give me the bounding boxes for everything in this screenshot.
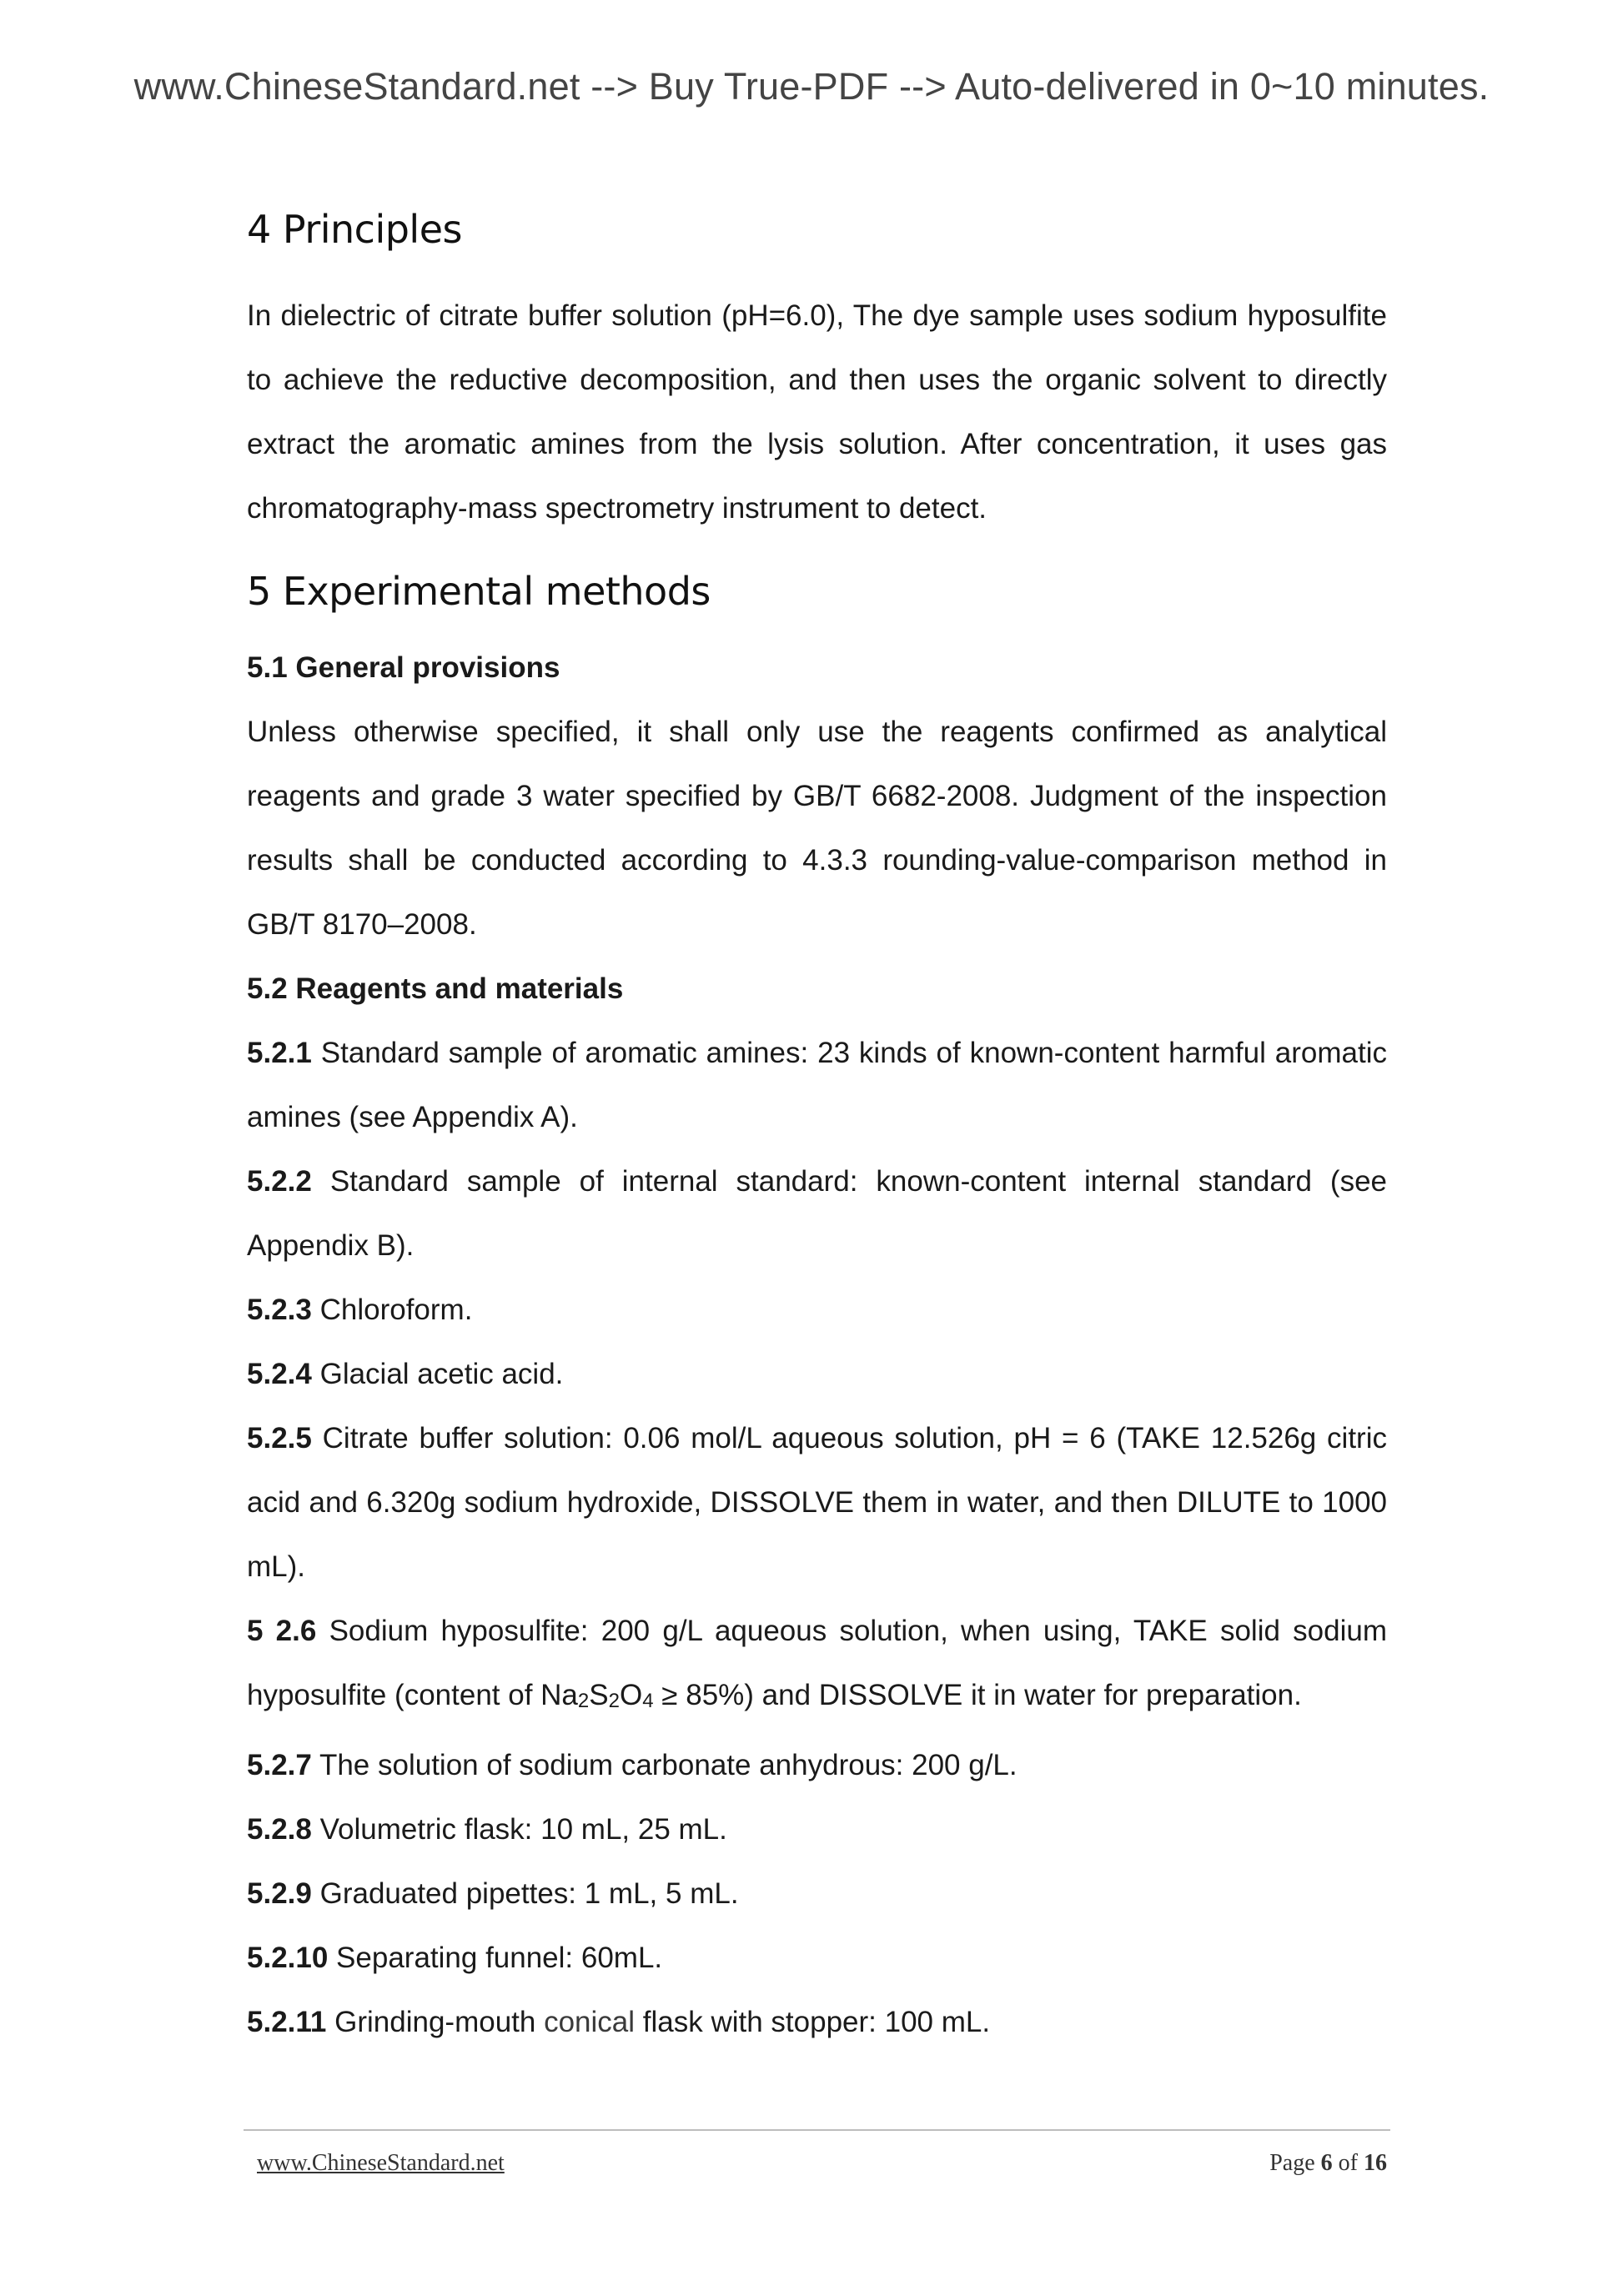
item-5-2-3 <box>247 1278 1387 1342</box>
item-number: 5.2.8 <box>247 1813 312 1846</box>
item-5-2-5 <box>247 1406 1387 1599</box>
item-text: Standard sample of internal standard: known-content internal standard (see Appendix B). <box>247 1165 1387 1262</box>
item-text: Citrate buffer solution: 0.06 mol/L aqueous solution, pH = 6 (TAKE 12.526g citric acid and 6.320g sodium hydroxide, DISSOLVE them in water, and then DILUTE to 1000 mL). <box>247 1422 1387 1583</box>
item-number: 5.2.5 <box>247 1422 312 1454</box>
item-text: flask with stopper: 100 mL. <box>635 2006 991 2038</box>
item-5-2-6 <box>247 1599 1387 1733</box>
item-5-2-11 <box>247 1990 1387 2054</box>
subscript: 4 <box>642 1690 654 1712</box>
item-number: 5 2.6 <box>247 1615 317 1647</box>
item-number: 5.2.1 <box>247 1037 312 1069</box>
section-5-1-text: Unless otherwise specified, it shall only use the reagents confirmed as analytical reagents and grade 3 water specified by GB/T 6682-2008. Judgment of the inspection results shall be conducted according to 4.3.3 rounding-value-comparison method in GB/T 8170–2008. <box>247 716 1387 941</box>
item-number: 5.2.10 <box>247 1942 329 1974</box>
item-text: Volumetric flask: 10 mL, 25 mL. <box>319 1813 727 1846</box>
item-text: Standard sample of aromatic amines: 23 kinds of known-content harmful aromatic amines (see Appendix A). <box>247 1037 1387 1133</box>
item-5-2-2 <box>247 1149 1387 1278</box>
item-text: O <box>619 1679 643 1711</box>
item-text: S <box>589 1679 609 1711</box>
item-text: Grinding-mouth <box>334 2006 545 2038</box>
section-4-text: In dielectric of citrate buffer solution (pH=6.0), The dye sample uses sodium hyposulfite to achieve the reductive decomposition, and then uses the organic solvent to directly extract the aromatic amines from the lysis solution. After concentration, it uses gas chromatography-mass spectrometry instrument to detect. <box>247 299 1387 525</box>
item-5-2-7 <box>247 1733 1387 1797</box>
footer-page-indicator <box>1269 2150 1387 2177</box>
item-number: 5.2.7 <box>247 1749 312 1781</box>
item-5-2-1 <box>247 1021 1387 1149</box>
item-5-2-8 <box>247 1797 1387 1861</box>
item-text: Glacial acetic acid. <box>319 1358 564 1390</box>
item-text: ≥ 85%) and DISSOLVE it in water for preparation. <box>653 1679 1302 1711</box>
subscript: 2 <box>608 1690 620 1712</box>
item-text: Graduated pipettes: 1 mL, 5 mL. <box>319 1877 739 1910</box>
item-5-2-9 <box>247 1861 1387 1926</box>
section-5-1-heading: 5.1 General provisions <box>247 651 560 684</box>
page-total: 16 <box>1364 2150 1387 2176</box>
item-5-2-10 <box>247 1926 1387 1990</box>
footer-site-link[interactable]: www.ChineseStandard.net <box>257 2150 505 2176</box>
document-body <box>247 207 1387 2054</box>
item-number: 5.2.4 <box>247 1358 312 1390</box>
item-text: Chloroform. <box>319 1294 473 1326</box>
item-number: 5.2.9 <box>247 1877 312 1910</box>
subscript: 2 <box>577 1690 590 1712</box>
item-number: 5.2.2 <box>247 1165 312 1198</box>
footer-divider <box>244 2129 1390 2131</box>
item-text-conical: conical <box>544 2006 636 2038</box>
page-number: 6 <box>1320 2150 1333 2176</box>
section-5-heading: 5 Experimental methods <box>247 569 711 614</box>
item-number: 5.2.3 <box>247 1294 312 1326</box>
item-number: 5.2.11 <box>247 2006 327 2038</box>
item-text: The solution of sodium carbonate anhydrous: 200 g/L. <box>319 1749 1018 1781</box>
header-banner: www.ChineseStandard.net --> Buy True-PDF --> Auto-delivered in 0~10 minutes. <box>133 65 1490 108</box>
item-text: Separating funnel: 60mL. <box>336 1942 663 1974</box>
item-5-2-4 <box>247 1342 1387 1406</box>
section-5-2-heading: 5.2 Reagents and materials <box>247 972 624 1005</box>
section-4-heading: 4 Principles <box>247 207 462 252</box>
page-label: Page <box>1269 2150 1315 2176</box>
of-label: of <box>1338 2150 1358 2176</box>
item-text: Sodium hyposulfite: 200 g/L aqueous solution, when using, TAKE solid sodium hyposulfite (content of Na <box>247 1615 1387 1711</box>
